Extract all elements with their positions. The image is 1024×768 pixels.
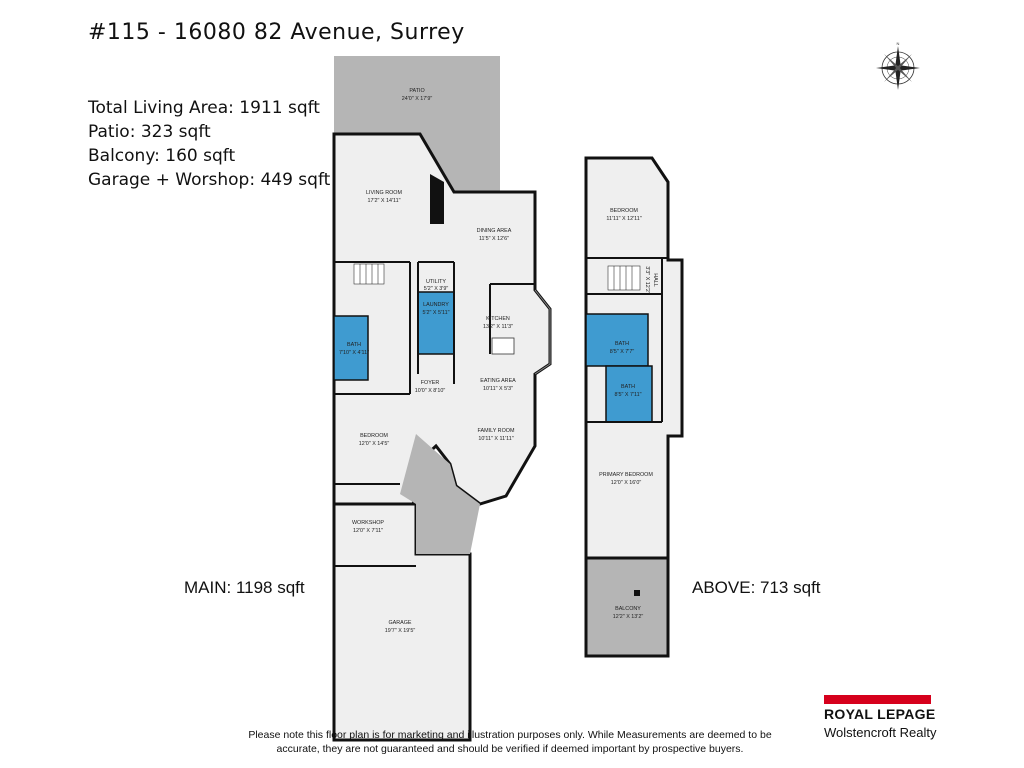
label-kitchen: KITCHEN [486,316,510,322]
dim-dining: 11'5" X 12'6" [478,236,510,242]
main-floor-label: MAIN: 1198 sqft [184,578,305,597]
label-above-bath2: BATH [621,384,635,390]
disclaimer-line-2: accurate, they are not guaranteed and should be verified if deemed important by prospective buyers. [276,743,744,755]
balcony-post-icon [634,590,640,596]
label-living: LIVING ROOM [366,190,402,196]
brand-bar [824,695,931,704]
brand-name: ROYAL LEPAGE [824,706,936,722]
dim-living: 17'2" X 14'11" [367,198,401,204]
disclaimer-line-1: Please note this floor plan is for marketing and illustration purposes only. While Measurements are deemed to be [248,729,772,741]
dim-bath: 7'10" X 4'11" [338,350,370,356]
label-above-bedroom: BEDROOM [610,208,638,214]
dim-patio: 24'0" X 17'9" [401,96,433,102]
total-living-area: Total Living Area: 1911 sqft [88,98,320,118]
label-foyer: FOYER [420,380,440,386]
brand-office: Wolstencroft Realty [824,725,937,740]
dim-bedroom: 12'0" X 14'5" [358,441,390,447]
dim-workshop: 12'0" X 7'11" [352,528,384,534]
brand-logo [824,695,954,755]
label-patio: PATIO [409,88,425,94]
dim-garage: 19'7" X 19'5" [384,628,416,634]
label-above-bath1: BATH [615,341,629,347]
main-floor-plan [330,54,556,744]
dim-primary: 12'0" X 16'0" [610,480,642,486]
label-bath: BATH [347,342,361,348]
dim-foyer: 10'0" X 8'10" [414,388,446,394]
dim-hall: 3'3" X 12'2" [644,266,650,294]
dim-above-bedroom: 11'11" X 12'11" [606,216,642,222]
label-utility: UTILITY [425,279,447,285]
compass-icon [868,40,928,98]
dim-family: 10'11" X 11'11" [478,436,514,442]
dim-balcony: 12'2" X 13'2" [612,614,644,620]
page-title: #115 - 16080 82 Avenue, Surrey [88,20,465,45]
svg-text:N: N [896,41,900,46]
dim-laundry: 5'2" X 5'11" [422,310,450,316]
dim-above-bath1: 8'5" X 7'7" [609,349,635,355]
label-workshop: WORKSHOP [351,520,385,526]
label-balcony: BALCONY [615,606,641,612]
label-dining: DINING AREA [476,228,512,234]
kitchen-island-icon [492,338,514,354]
above-floor-plan [582,154,692,660]
label-laundry: LAUNDRY [423,302,449,308]
label-family: FAMILY ROOM [477,428,515,434]
label-hall: HALL [652,273,658,287]
above-stairs-icon [608,266,640,290]
disclaimer [240,728,780,756]
label-eating: EATING AREA [480,378,516,384]
dim-kitchen: 13'2" X 11'3" [482,324,514,330]
dim-utility: 5'2" X 3'9" [423,286,449,292]
label-bedroom: BEDROOM [360,433,388,439]
label-garage: GARAGE [388,620,412,626]
above-bath1-shape [586,314,648,366]
main-bath-shape [334,316,368,380]
patio-area: Patio: 323 sqft [88,122,211,142]
fireplace-icon [430,174,444,224]
stairs-icon [354,264,384,284]
above-floor-label: ABOVE: 713 sqft [692,578,821,597]
dim-above-bath2: 8'5" X 7'11" [614,392,642,398]
balcony-area: Balcony: 160 sqft [88,146,236,166]
label-primary: PRIMARY BEDROOM [599,472,653,478]
dim-eating: 10'11" X 5'3" [482,386,514,392]
area-summary [88,96,330,192]
garage-area: Garage + Worshop: 449 sqft [88,170,331,190]
